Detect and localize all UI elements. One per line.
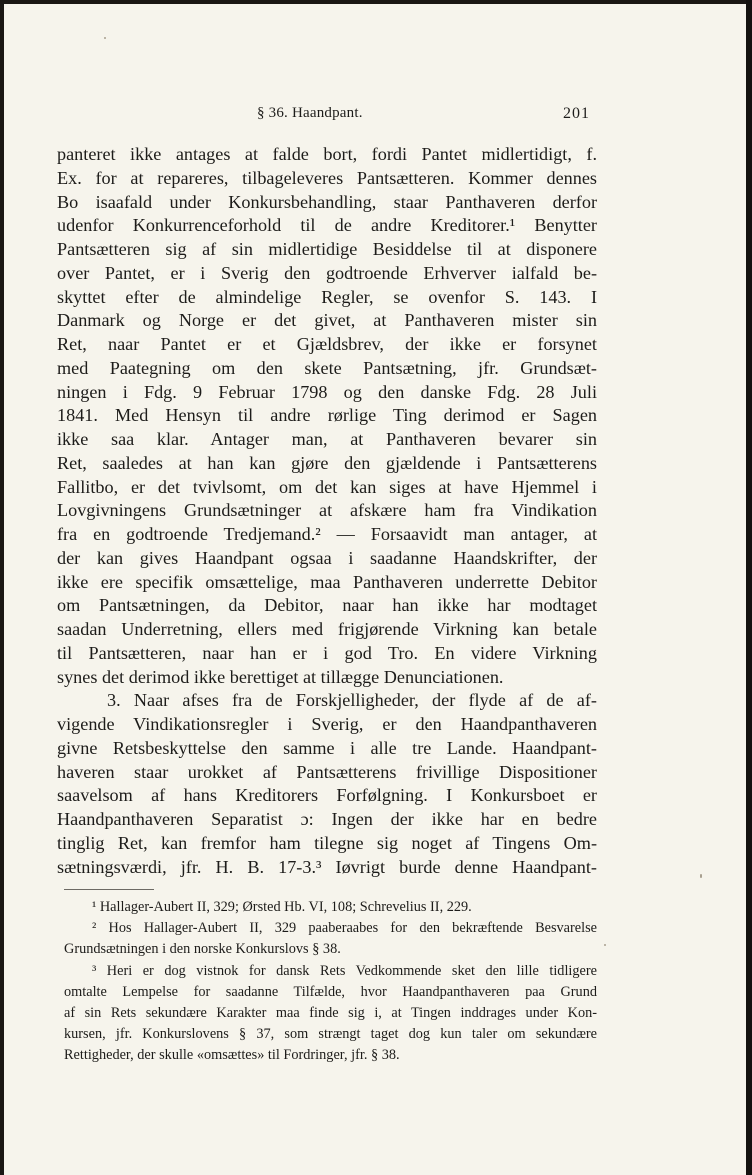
footnote-3-continued: kursen, jfr. Konkurslovens § 37, som strængt taget dog kun taler om sekundære [64,1026,597,1043]
footnote-3-continued: af sin Rets sekundære Karakter maa finde sig i, at Tingen inddrages under Kon- [64,1004,597,1021]
text-line: ningen i Fdg. 9 Februar 1798 og den danske Fdg. 28 Juli [57,381,597,402]
footnote-divider [64,889,154,890]
text-line: Danmark og Norge er det givet, at Panthaveren mister sin [57,310,597,331]
text-line: Ex. for at repareres, tilbageleveres Pantsætteren. Kommer dennes [57,167,597,188]
footnote-3: ³ Heri er dog vistnok for dansk Rets Vedkommende sket den lille tidligere [92,962,597,979]
text-line: Ret, naar Pantet er et Gjældsbrev, der ikke er forsynet [57,334,597,354]
text-line: saavelsom af hans Kreditorers Forfølgning. I Konkursboet er [57,785,597,806]
page-number: 201 [563,105,590,122]
body-text [57,143,597,879]
numbered-paragraph-start: 3. Naar afses fra de Forskjelligheder, der flyde af de af- [107,690,597,711]
text-line: om Pantsætningen, da Debitor, naar han ikke har modtaget [57,595,597,616]
text-line: Haandpanthaveren Separatist ɔ: Ingen der ikke har en bedre [57,809,597,829]
text-line: vigende Vindikationsregler i Sverig, er den Haandpanthaveren [57,714,597,734]
text-line: Lovgivningens Grundsætninger at afskære ham fra Vindikation [57,500,597,521]
text-line: sætningsværdi, jfr. H. B. 17-3.³ Iøvrigt burde denne Haandpant- [57,856,597,877]
text-line: Ret, saaledes at han kan gjøre den gjældende i Pantsætterens [57,452,597,473]
text-line: til Pantsætteren, naar han er i god Tro. En videre Virkning [57,642,597,663]
text-line: Fallitbo, er det tvivlsomt, om det kan siges at have Hjemmel i [57,476,597,497]
paper-speck [604,944,606,946]
footnote-3-continued: Rettigheder, der skulle «omsættes» til Fordringer, jfr. § 38. [64,1047,400,1064]
page-edge-shadow [746,0,752,1175]
text-line: Pantsætteren sig af sin midlertidige Besiddelse til at disponere [57,239,597,259]
text-line: 1841. Med Hensyn til andre rørlige Ting derimod er Sagen [57,405,597,426]
section-title: § 36. Haandpant. [257,105,363,121]
running-head [4,105,746,129]
text-line: haveren staar urokket af Pantsætterens frivillige Dispositioner [57,761,597,782]
text-line: givne Retsbeskyttelse den samme i alle tre Lande. Haandpant- [57,737,597,758]
text-line: over Pantet, er i Sverig den godtroende Erhverver ialfald be- [57,262,597,283]
text-line: udenfor Konkurrenceforhold til de andre Kreditorer.¹ Benytter [57,215,597,236]
footnote-2-continued: Grundsætningen i den norske Konkurslovs § 38. [64,941,341,958]
book-page [4,4,746,1175]
footnote-2: ² Hos Hallager-Aubert II, 329 paaberaabes for den bekræftende Besvarelse [92,920,597,937]
text-line: ikke ere specifik omsættelige, maa Panthaveren underrette Debitor [57,571,597,592]
text-line: saadan Underretning, ellers med frigjørende Virkning kan betale [57,619,597,639]
text-line: panteret ikke antages at falde bort, fordi Pantet midlertidigt, f. [57,144,597,164]
footnotes [64,897,597,1067]
paragraph-end-line: synes det derimod ikke berettiget at tillægge Denunciationen. [57,666,504,687]
text-line: med Paategning om den skete Pantsætning, jfr. Grundsæt- [57,357,597,378]
text-line: Bo isaafald under Konkursbehandling, staar Panthaveren derfor [57,191,597,212]
footnote-1: ¹ Hallager-Aubert II, 329; Ørsted Hb. VI, 108; Schrevelius II, 229. [92,899,472,915]
text-line: tinglig Ret, kan fremfor ham tilegne sig noget af Tingens Om- [57,832,597,853]
text-line: fra en godtroende Tredjemand.² — Forsaavidt man antager, at [57,524,597,544]
text-line: der kan gives Haandpant ogsaa i saadanne Haandskrifter, der [57,547,597,568]
text-line: skyttet efter de almindelige Regler, se ovenfor S. 143. I [57,286,597,307]
footnote-3-continued: omtalte Lempelse for saadanne Tilfælde, hvor Haandpanthaveren paa Grund [64,983,597,1000]
paper-speck [104,37,106,39]
text-line: ikke saa klar. Antager man, at Panthaveren bevarer sin [57,429,597,449]
paper-speck [700,874,702,878]
